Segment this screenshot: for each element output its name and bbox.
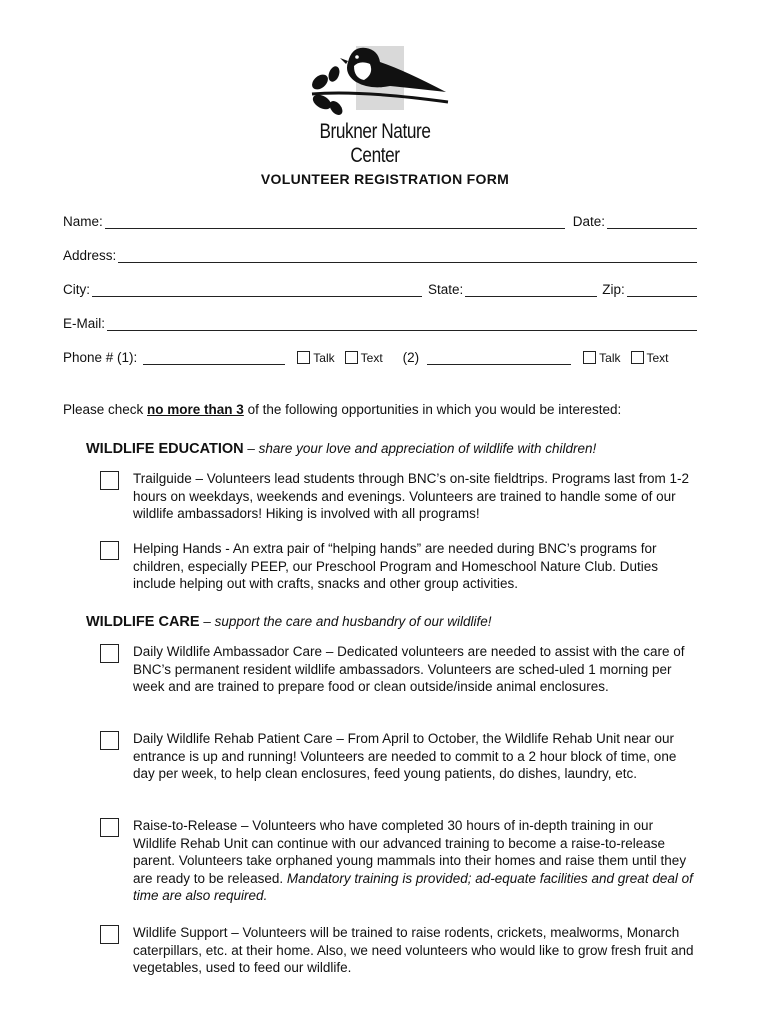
city-label: City: — [63, 282, 90, 297]
option-trailguide — [100, 470, 700, 523]
section-title: WILDLIFE CARE — [86, 614, 200, 630]
section-heading-care — [86, 613, 492, 630]
option-checkbox[interactable] — [100, 471, 119, 490]
instructions-before: Please check — [63, 402, 148, 417]
option-checkbox[interactable] — [100, 731, 119, 750]
section-subtitle: – share your love and appreciation of wildlife with children! — [243, 441, 597, 456]
name-label: Name: — [63, 214, 103, 229]
email-field[interactable] — [107, 316, 697, 331]
zip-label: Zip: — [602, 282, 625, 297]
phone2-text-checkbox[interactable] — [631, 351, 644, 364]
section-title: WILDLIFE EDUCATION — [86, 441, 244, 457]
name-field[interactable] — [105, 214, 565, 229]
phone2-field[interactable] — [427, 350, 571, 365]
option-ambassador-care — [100, 643, 700, 696]
phone1-text-label: Text — [360, 351, 383, 365]
org-name: Brukner Nature Center — [319, 120, 431, 167]
name-date-row — [63, 214, 699, 229]
option-text — [133, 817, 700, 905]
zip-field[interactable] — [627, 282, 697, 297]
instructions — [63, 402, 621, 417]
phone1-label: Phone # (1): — [63, 350, 138, 365]
email-label: E-Mail: — [63, 316, 106, 331]
option-checkbox[interactable] — [100, 541, 119, 560]
phone1-text-checkbox[interactable] — [345, 351, 358, 364]
date-field[interactable] — [607, 214, 697, 229]
instructions-after: of the following opportunities in which you would be interested: — [243, 402, 622, 417]
logo — [300, 40, 450, 167]
phone2-talk-checkbox[interactable] — [583, 351, 596, 364]
option-text-main: Raise-to-Release – Volunteers who have completed 30 hours of in-depth training in our Wildlife Rehab Unit can continue with our advanced training to become a raise-to-release parent. Volunteers take orphaned young mammals into their homes and raise them until they are ready to be released. — [133, 818, 687, 886]
city-state-zip-row — [63, 282, 699, 297]
state-label: State: — [428, 282, 464, 297]
option-wildlife-support — [100, 924, 700, 977]
phone2-talk-label: Talk — [599, 351, 621, 365]
date-label: Date: — [572, 214, 605, 229]
option-rehab-patient-care — [100, 730, 700, 783]
option-checkbox[interactable] — [100, 644, 119, 663]
option-checkbox[interactable] — [100, 925, 119, 944]
phone2-label: (2) — [402, 350, 420, 365]
city-field[interactable] — [92, 282, 422, 297]
chickadee-logo-icon — [300, 40, 450, 130]
phone2-text-label: Text — [646, 351, 669, 365]
option-text: Trailguide – Volunteers lead students through BNC’s on-site fieldtrips. Programs last from 1-2 hours on weekdays, weekends and evenings. Volunteers are trained to handle some of our wildlife ambassadors! Hiking is involved with all programs! — [133, 471, 690, 521]
email-row — [63, 316, 699, 331]
section-heading-education — [86, 440, 596, 457]
phone1-talk-label: Talk — [313, 351, 335, 365]
instructions-emphasis: no more than 3 — [147, 402, 244, 417]
address-label: Address: — [63, 248, 117, 263]
phone-row — [63, 350, 699, 365]
option-helping-hands — [100, 540, 700, 593]
option-text: Helping Hands - An extra pair of “helping hands” are needed during BNC’s programs for children, especially PEEP, our Preschool Program and Homeschool Nature Club. Duties include helping out with crafts, snacks and other group activities. — [133, 541, 659, 591]
address-row — [63, 248, 699, 263]
state-field[interactable] — [465, 282, 597, 297]
option-text-note: Mandatory training is provided; ad-equate facilities and great deal of time are also required. — [133, 870, 693, 903]
phone1-talk-checkbox[interactable] — [297, 351, 310, 364]
option-checkbox[interactable] — [100, 818, 119, 837]
form-title: VOLUNTEER REGISTRATION FORM — [260, 171, 510, 187]
address-field[interactable] — [118, 248, 697, 263]
option-text: Wildlife Support – Volunteers will be trained to raise rodents, crickets, mealworms, Monarch caterpillars, etc. at their home. Also, we need volunteers who would like to grow fresh fruit and vegetables, used to feed our wildlife. — [133, 925, 694, 975]
phone1-field[interactable] — [143, 350, 285, 365]
option-text: Daily Wildlife Ambassador Care – Dedicated volunteers are needed to assist with the care of BNC’s permanent resident wildlife ambassadors. Volunteers are sched-uled 1 morning per week and are trained to prepare food or clean outside/inside animal enclosures. — [133, 644, 685, 694]
option-raise-to-release — [100, 817, 700, 905]
option-text: Daily Wildlife Rehab Patient Care – From April to October, the Wildlife Rehab Unit near our entrance is up and running! Volunteers are needed to commit to a 2 hour block of time, one day per week, to help clean enclosures, feed young patients, do dishes, laundry, etc. — [133, 731, 677, 781]
section-subtitle: – support the care and husbandry of our wildlife! — [199, 614, 492, 629]
